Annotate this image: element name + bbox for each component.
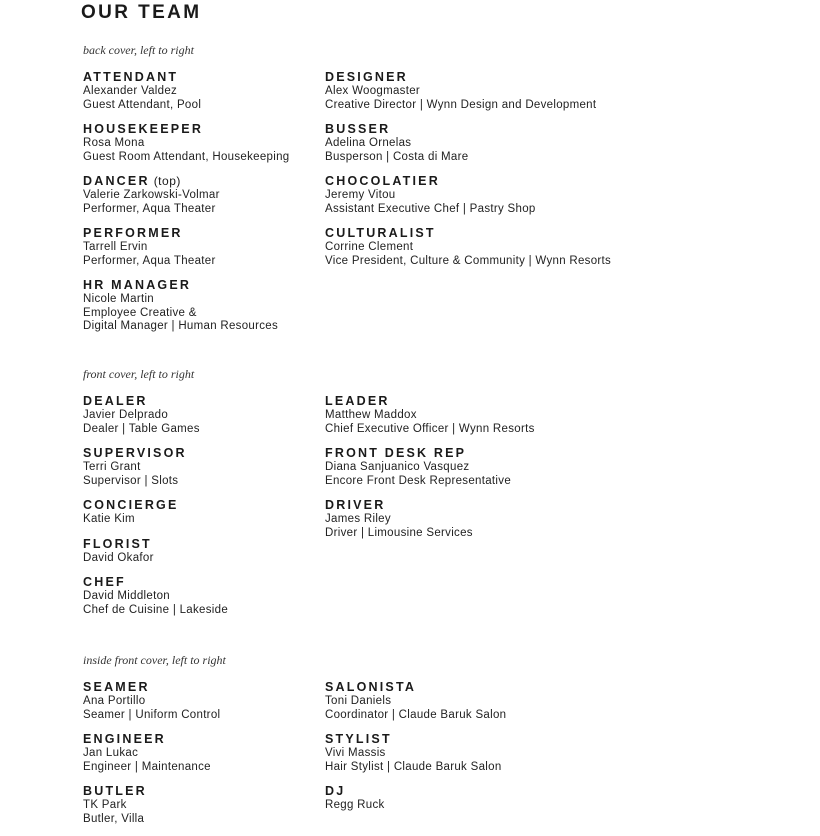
member-name: Katie Kim [83, 513, 135, 525]
section-label-inside-front-cover: inside front cover, left to right [83, 653, 226, 667]
role-title [83, 278, 403, 293]
team-member-entry [325, 394, 645, 436]
section-label-front-cover: front cover, left to right [83, 367, 195, 381]
member-position: Supervisor | Slots [83, 474, 179, 487]
member-name: Valerie Zarkowski-Volmar [83, 189, 220, 201]
page-title: OUR TEAM [81, 2, 202, 23]
member-name: Alex Woogmaster [325, 85, 421, 97]
member-position: Performer, Aqua Theater [83, 254, 216, 267]
role-title-text: SEAMER [83, 680, 150, 694]
role-title [325, 784, 645, 799]
team-member-entry [325, 680, 645, 722]
role-title [325, 70, 645, 85]
role-title-text: DJ [325, 784, 346, 798]
member-position: Coordinator | Claude Baruk Salon [325, 708, 507, 721]
member-position: Seamer | Uniform Control [83, 708, 221, 721]
role-title [325, 498, 645, 513]
member-name: Jan Lukac [83, 747, 139, 759]
member-name: Nicole Martin [83, 293, 155, 305]
role-title [325, 732, 645, 747]
team-member-entry [325, 226, 645, 268]
role-title-text: DANCER [83, 174, 150, 188]
role-title-text: HOUSEKEEPER [83, 122, 204, 136]
member-position: Vice President, Culture & Community | Wynn Resorts [325, 254, 612, 267]
member-position: Chef de Cuisine | Lakeside [83, 603, 229, 616]
member-name: Rosa Mona [83, 137, 145, 149]
member-name: TK Park [83, 799, 127, 811]
role-title-text: HR MANAGER [83, 278, 192, 292]
team-member-entry [325, 732, 645, 774]
member-position: Digital Manager | Human Resources [83, 320, 279, 332]
role-title-text: ATTENDANT [83, 70, 179, 84]
member-position: Creative Director | Wynn Design and Development [325, 98, 597, 111]
member-name: Ana Portillo [83, 695, 146, 707]
member-name: David Middleton [83, 590, 170, 602]
member-position: Chief Executive Officer | Wynn Resorts [325, 422, 535, 435]
member-position: Guest Attendant, Pool [83, 98, 202, 111]
role-title-text: DEALER [83, 394, 148, 408]
member-position: Performer, Aqua Theater [83, 202, 216, 215]
role-title-text: CHOCOLATIER [325, 174, 440, 188]
role-title [325, 226, 645, 241]
member-name: Regg Ruck [325, 799, 385, 811]
member-name: David Okafor [83, 551, 154, 564]
team-member-entry [325, 498, 645, 540]
front-cover-right-column [325, 394, 645, 550]
section-label-back-cover: back cover, left to right [83, 43, 194, 57]
role-title-text: BUSSER [325, 122, 391, 136]
member-position: Assistant Executive Chef | Pastry Shop [325, 202, 536, 215]
member-position: Engineer | Maintenance [83, 760, 211, 773]
inside-front-cover-right-column [325, 680, 645, 823]
member-position: Hair Stylist | Claude Baruk Salon [325, 760, 502, 773]
member-name: James Riley [325, 513, 391, 525]
member-position: Busperson | Costa di Mare [325, 150, 469, 163]
team-member-entry [325, 784, 645, 813]
member-name: Terri Grant [83, 461, 141, 473]
role-title-text: CULTURALIST [325, 226, 436, 240]
member-name: Corrine Clement [325, 241, 414, 253]
member-name: Adelina Ornelas [325, 137, 412, 149]
role-title-text: BUTLER [83, 784, 147, 798]
role-title [83, 575, 403, 590]
role-title-text: CONCIERGE [83, 498, 179, 512]
member-position: Butler, Villa [83, 812, 145, 825]
role-title [325, 680, 645, 695]
role-title-text: CHEF [83, 575, 126, 589]
member-name: Javier Delprado [83, 409, 169, 421]
role-title-text: DRIVER [325, 498, 386, 512]
member-name: Vivi Massis [325, 747, 386, 759]
role-title-text: FLORIST [83, 536, 152, 551]
member-name: Jeremy Vitou [325, 189, 396, 201]
member-position: Driver | Limousine Services [325, 526, 473, 539]
role-title [325, 446, 645, 461]
member-name: Alexander Valdez [83, 85, 178, 97]
member-position: Encore Front Desk Representative [325, 474, 512, 487]
role-title-text: ENGINEER [83, 732, 166, 746]
role-title [325, 122, 645, 137]
role-title-text: DESIGNER [325, 70, 408, 84]
role-note: (top) [153, 174, 181, 188]
team-member-entry [83, 575, 403, 617]
member-name: Diana Sanjuanico Vasquez [325, 461, 470, 473]
back-cover-right-column [325, 70, 645, 278]
role-title-text: STYLIST [325, 732, 392, 746]
role-title [325, 394, 645, 409]
role-title-text: SUPERVISOR [83, 446, 187, 460]
role-title-text: SALONISTA [325, 680, 417, 694]
role-title-text: PERFORMER [83, 226, 183, 240]
role-title-text: FRONT DESK REP [325, 446, 467, 460]
role-title [325, 174, 645, 189]
member-name: Tarrell Ervin [83, 241, 148, 253]
member-position: Employee Creative & [83, 306, 197, 319]
member-position: Guest Room Attendant, Housekeeping [83, 150, 290, 163]
team-member-entry [83, 278, 403, 334]
member-position: Dealer | Table Games [83, 422, 200, 435]
member-name: Toni Daniels [325, 695, 392, 707]
team-member-entry [325, 446, 645, 488]
role-title-text: LEADER [325, 394, 390, 408]
team-member-entry [325, 174, 645, 216]
member-name: Matthew Maddox [325, 409, 417, 421]
team-member-entry [325, 122, 645, 164]
team-member-entry [325, 70, 645, 112]
